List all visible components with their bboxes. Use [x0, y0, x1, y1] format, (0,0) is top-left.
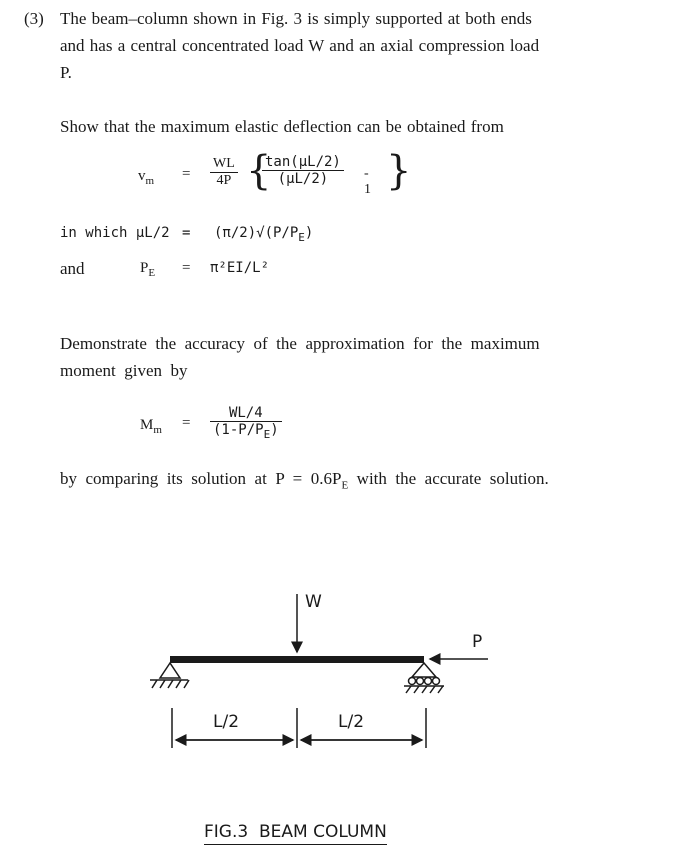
mu-label: in which μL/2	[60, 225, 170, 241]
mm-frac-den	[210, 422, 282, 441]
mm-frac	[210, 405, 282, 441]
pe-equals: =	[182, 260, 191, 276]
demonstrate-line-1: Demonstrate the accuracy of the approximation for the maximum	[60, 334, 540, 353]
left-pin-support	[150, 663, 189, 688]
mu-rhs	[214, 225, 313, 244]
vm-brace-open: {	[246, 148, 272, 194]
pe-and-label: and	[60, 259, 85, 278]
right-roller-support	[404, 663, 444, 693]
compare-text-sub: E	[341, 479, 349, 492]
compare-text	[60, 465, 549, 499]
mu-equals: =	[182, 225, 191, 241]
beam	[170, 656, 424, 663]
vm-equals: =	[182, 166, 191, 182]
vm-frac-tan	[262, 154, 344, 187]
problem-number: (3)	[24, 9, 44, 28]
mm-equals: =	[182, 415, 191, 431]
dim-right-label: L/2	[338, 712, 365, 732]
vm-frac-wl-4p	[210, 156, 238, 189]
problem-line-3: P.	[60, 63, 72, 82]
problem-line-1: The beam–column shown in Fig. 3 is simply supported at both ends	[60, 9, 532, 28]
vm-frac2-den: (μL/2)	[277, 171, 329, 187]
mm-den-main: (1-P/P	[213, 422, 264, 438]
mu-rhs-main: (π/2)√(P/P	[214, 225, 299, 241]
problem-line-2: and has a central concentrated load W and an axial compression load	[60, 36, 540, 55]
pe-lhs-sub: E	[148, 267, 156, 279]
mm-lhs-sub: m	[153, 424, 162, 436]
mu-rhs-end: )	[304, 225, 314, 241]
mm-lhs	[140, 417, 162, 436]
mm-frac-num: WL/4	[210, 405, 282, 422]
vm-frac2-num: tan(μL/2)	[262, 154, 344, 171]
vm-lhs-main: v	[138, 168, 146, 184]
vm-frac1-num: WL	[210, 156, 238, 173]
figure-caption: FIG.3 BEAM COLUMN	[204, 822, 387, 845]
compare-text-end: with the accurate solution.	[348, 469, 549, 488]
mm-den-sub: E	[263, 427, 271, 441]
demonstrate-line-2: moment given by	[60, 361, 188, 380]
pe-lhs-main: P	[140, 260, 149, 276]
vm-lhs	[138, 168, 154, 187]
axial-p-label: P	[472, 632, 483, 652]
mm-lhs-main: M	[140, 417, 154, 433]
dim-left-label: L/2	[213, 712, 240, 732]
show-that-text: Show that the maximum elastic deflection can be obtained from	[60, 117, 504, 136]
vm-lhs-sub: m	[145, 175, 155, 187]
mm-den-end: )	[270, 422, 279, 438]
mu-rhs-sub: E	[298, 230, 305, 244]
load-w-label: W	[305, 592, 322, 612]
vm-minus-one: - 1	[364, 166, 371, 197]
pe-rhs: π²EI/L²	[210, 260, 270, 276]
pe-lhs	[140, 260, 155, 279]
dimension-line	[172, 708, 426, 748]
beam-column-figure	[0, 580, 674, 770]
vm-brace-close: }	[386, 148, 412, 194]
vm-frac1-den: 4P	[216, 173, 232, 188]
compare-text-main: by comparing its solution at P = 0.6P	[60, 469, 342, 488]
